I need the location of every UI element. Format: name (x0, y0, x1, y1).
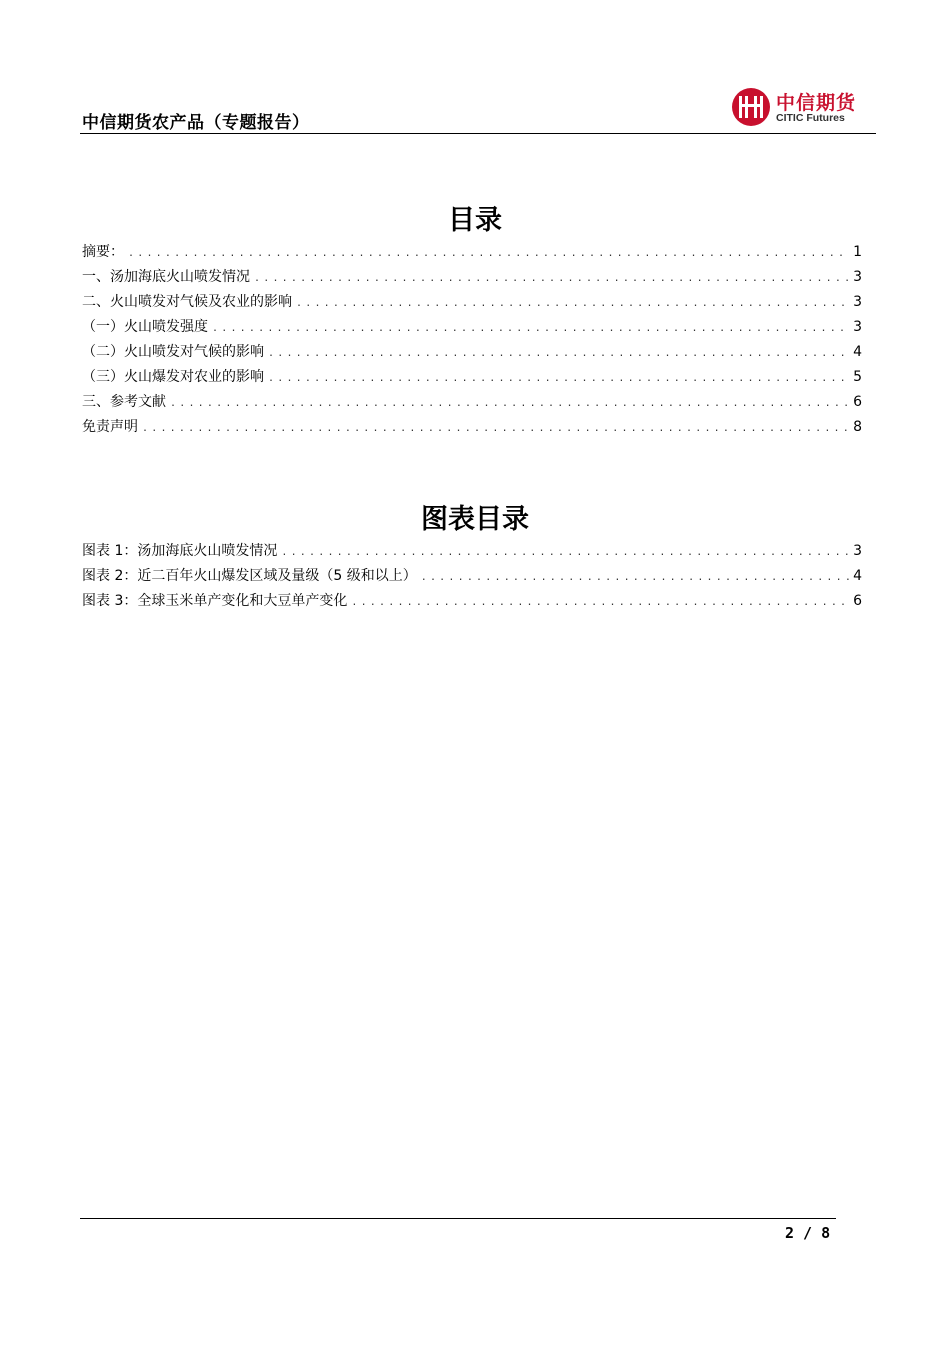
toc-entry-label: （一）火山喷发强度 (82, 319, 208, 335)
toc-leader-dots (128, 241, 849, 266)
figure-toc-entry-page: 3 (853, 543, 862, 559)
toc-entry-label: 摘要： (82, 244, 124, 260)
figure-toc-title: 图表目录 (421, 504, 529, 535)
toc-entry-label: 一、汤加海底火山喷发情况 (82, 269, 250, 285)
figure-toc-entry-label: 图表 3：全球玉米单产变化和大豆单产变化 (82, 593, 348, 609)
figure-toc-entry[interactable] (82, 539, 862, 564)
toc-entry[interactable] (82, 390, 862, 415)
toc-entry-page: 6 (853, 394, 862, 410)
citic-logo-mark-icon (730, 86, 772, 128)
toc-list (82, 240, 862, 440)
toc-entry-page: 1 (853, 244, 862, 260)
page-number: 2 / 8 (785, 1224, 831, 1242)
toc-entry[interactable] (82, 415, 862, 440)
figure-toc-entry-label: 图表 2：近二百年火山爆发区域及量级（5 级和以上） (82, 568, 417, 584)
toc-entry-label: 二、火山喷发对气候及农业的影响 (82, 294, 292, 310)
toc-entry-label: 三、参考文献 (82, 394, 166, 410)
logo-chinese-text: 中信期货 (776, 92, 857, 114)
toc-leader-dots (351, 590, 849, 615)
toc-leader-dots (212, 316, 849, 341)
toc-entry-page: 4 (853, 344, 862, 360)
toc-entry[interactable] (82, 365, 862, 390)
toc-leader-dots (254, 266, 849, 291)
toc-leader-dots (142, 416, 849, 441)
toc-entry[interactable] (82, 265, 862, 290)
toc-leader-dots (268, 366, 849, 391)
toc-entry-page: 8 (853, 419, 862, 435)
toc-entry-page: 3 (853, 269, 862, 285)
figure-toc-entry[interactable] (82, 589, 862, 614)
report-header-title: 中信期货农产品（专题报告） (82, 113, 310, 133)
toc-title: 目录 (448, 205, 502, 236)
toc-entry-label: （二）火山喷发对气候的影响 (82, 344, 264, 360)
toc-leader-dots (281, 540, 849, 565)
toc-entry-page: 5 (853, 369, 862, 385)
toc-leader-dots (170, 391, 849, 416)
figure-toc-entry-page: 6 (853, 593, 862, 609)
toc-entry-label: （三）火山爆发对农业的影响 (82, 369, 264, 385)
toc-leader-dots (421, 565, 849, 590)
figure-toc-list (82, 539, 862, 614)
toc-entry[interactable] (82, 340, 862, 365)
toc-entry-label: 免责声明 (82, 419, 138, 435)
toc-entry[interactable] (82, 240, 862, 265)
toc-entry-page: 3 (853, 319, 862, 335)
logo-english-text: CITIC Futures (776, 112, 845, 124)
toc-entry[interactable] (82, 290, 862, 315)
toc-leader-dots (296, 291, 849, 316)
figure-toc-entry-label: 图表 1：汤加海底火山喷发情况 (82, 543, 278, 559)
toc-leader-dots (268, 341, 849, 366)
footer-divider (80, 1218, 836, 1219)
toc-entry[interactable] (82, 315, 862, 340)
header-divider (80, 133, 876, 134)
citic-futures-logo (730, 86, 865, 130)
toc-entry-page: 3 (853, 294, 862, 310)
figure-toc-entry-page: 4 (853, 568, 862, 584)
figure-toc-entry[interactable] (82, 564, 862, 589)
